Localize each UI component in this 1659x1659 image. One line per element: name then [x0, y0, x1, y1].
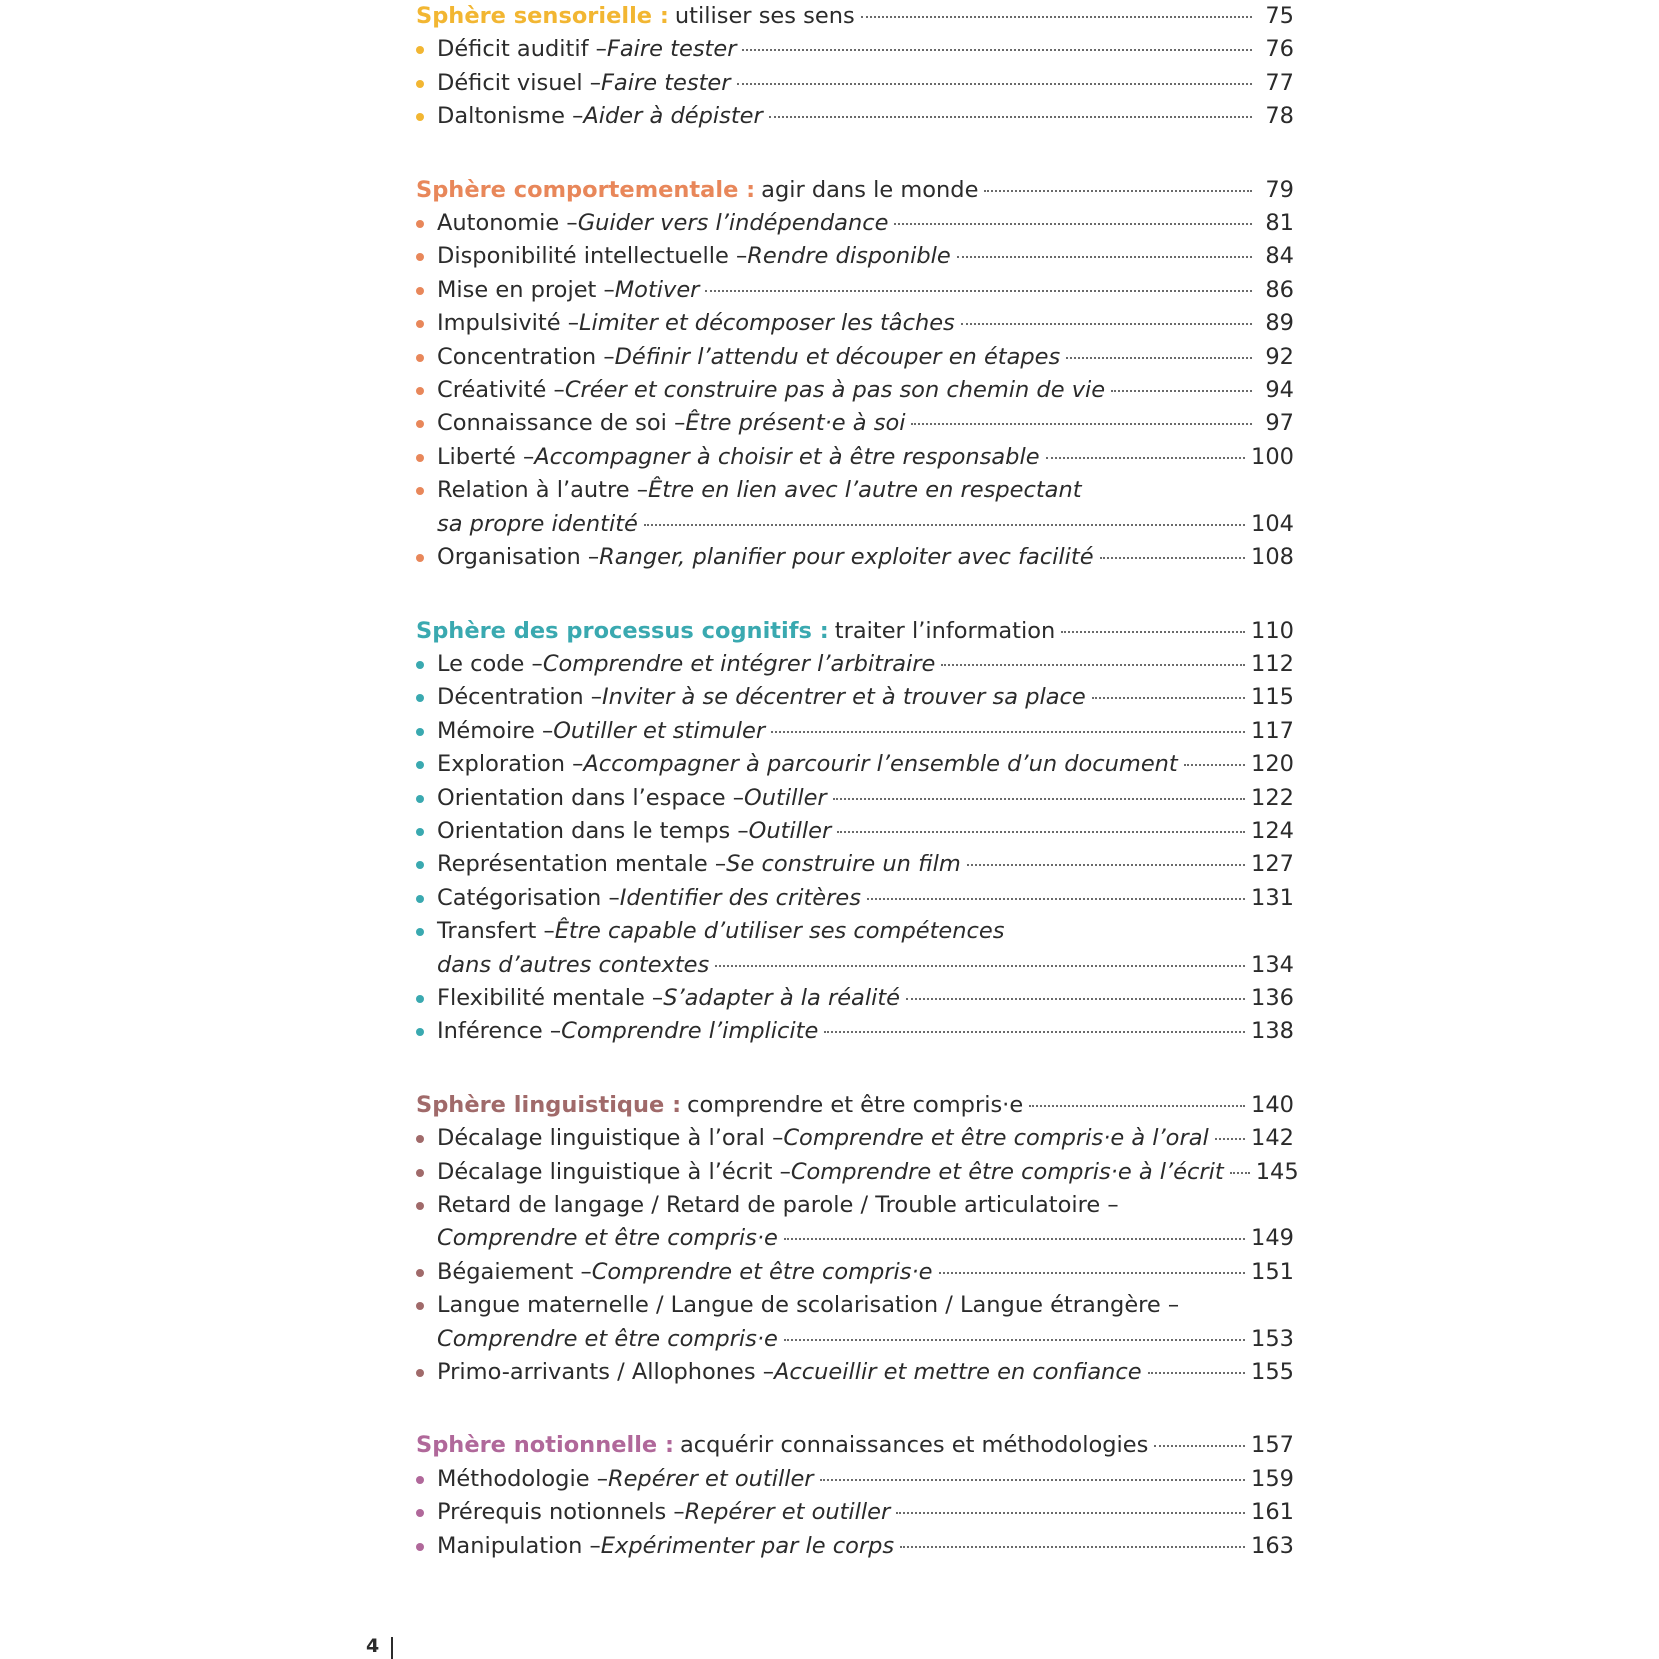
- entry-action: Ranger, planifier pour exploiter avec facilité: [599, 544, 1094, 571]
- entry-action: Comprendre et être compris·e: [437, 1225, 778, 1252]
- toc-entry[interactable]: [416, 541, 1294, 574]
- page-number-entry: 108: [1251, 544, 1294, 571]
- bullet-dot-icon: [416, 463, 437, 464]
- toc-entry[interactable]: [416, 1189, 1294, 1222]
- entry-action: Motiver: [614, 276, 700, 303]
- page-number-entry: 115: [1251, 684, 1294, 711]
- page-number-entry: 84: [1265, 243, 1294, 270]
- bullet-dot-icon: [416, 363, 437, 364]
- page-number-entry: 136: [1251, 984, 1294, 1011]
- section-heading-entry[interactable]: [416, 1429, 1294, 1462]
- bullet-dot-icon: [416, 1378, 437, 1379]
- dot-leader: [833, 797, 1245, 800]
- page-number-entry: 79: [1265, 176, 1294, 203]
- dot-leader: [1061, 630, 1245, 633]
- toc-entry[interactable]: [416, 1122, 1294, 1155]
- page-number-entry: 78: [1265, 103, 1294, 130]
- dot-leader: [1066, 356, 1252, 359]
- toc-section: [416, 1089, 1299, 1390]
- entry-action: S’adapter à la réalité: [663, 984, 901, 1011]
- entry-title: Mise en projet –: [437, 276, 615, 303]
- entry-action: Inviter à se décentrer et à trouver sa place: [602, 684, 1086, 711]
- section-subtitle: agir dans le monde: [761, 176, 979, 203]
- section-subtitle: comprendre et être compris·e: [687, 1091, 1024, 1118]
- bullet-dot-icon: [416, 262, 437, 263]
- section-subtitle: utiliser ses sens: [674, 3, 855, 29]
- dot-leader: [715, 964, 1245, 967]
- bullet-dot-icon: [416, 904, 437, 905]
- bullet-dot-icon: [416, 703, 437, 704]
- page-number-entry: 120: [1251, 751, 1294, 778]
- dot-leader: [737, 82, 1252, 85]
- bullet-dot-icon: [416, 770, 437, 771]
- entry-action: Être présent·e à soi: [685, 410, 906, 437]
- entry-action: Rendre disponible: [747, 243, 951, 270]
- section-heading: Sphère sensorielle :: [416, 3, 669, 29]
- entry-action: Être capable d’utiliser ses compétences: [554, 918, 1005, 945]
- toc-entry[interactable]: [416, 915, 1294, 948]
- dot-leader: [941, 663, 1245, 666]
- entry-title: Décalage linguistique à l’oral –: [437, 1125, 784, 1152]
- bullet-dot-icon: [416, 563, 437, 564]
- entry-title: Organisation –: [437, 544, 600, 571]
- entry-title: Mémoire –: [437, 717, 554, 744]
- dot-leader: [906, 997, 1245, 1000]
- entry-title: Prérequis notionnels –: [437, 1499, 685, 1526]
- page-number-entry: 124: [1251, 817, 1294, 844]
- entry-action: Outiller et stimuler: [553, 717, 766, 744]
- section-heading-entry[interactable]: [416, 0, 1294, 33]
- bullet-dot-icon: [416, 1485, 437, 1486]
- page-number-entry: 138: [1251, 1018, 1294, 1045]
- entry-action: Comprendre l’implicite: [561, 1018, 819, 1045]
- entry-action: Faire tester: [606, 36, 737, 63]
- entry-title: Connaissance de soi –: [437, 410, 686, 437]
- entry-action: Outiller: [748, 817, 832, 844]
- page-number-entry: 134: [1251, 951, 1294, 978]
- dot-leader: [742, 48, 1252, 51]
- section-heading: Sphère notionnelle :: [416, 1432, 674, 1459]
- page-number-entry: 149: [1251, 1225, 1294, 1252]
- dot-leader: [957, 255, 1252, 258]
- toc-section: [416, 174, 1294, 575]
- toc-entry[interactable]: [416, 67, 1294, 100]
- bullet-dot-icon: [416, 396, 437, 397]
- entry-title: Déficit auditif –: [437, 36, 607, 63]
- dot-leader: [867, 897, 1245, 900]
- entry-action: Comprendre et être compris·e: [591, 1258, 933, 1285]
- toc-entry[interactable]: [416, 1530, 1294, 1563]
- entry-action: Expérimenter par le corps: [600, 1532, 895, 1559]
- section-heading-entry[interactable]: [416, 174, 1294, 207]
- section-heading-entry[interactable]: [416, 1089, 1294, 1122]
- toc-entry[interactable]: [416, 441, 1294, 474]
- entry-action: Créer et construire pas à pas son chemin de vie: [564, 377, 1106, 404]
- dot-leader: [939, 1271, 1246, 1274]
- toc-entry[interactable]: [416, 100, 1294, 133]
- entry-title: Langue maternelle / Langue de scolarisation / Langue étrangère –: [437, 1292, 1180, 1319]
- entry-action: Accompagner à choisir et à être responsable: [534, 443, 1040, 470]
- dot-leader: [769, 115, 1252, 118]
- entry-title: Décentration –: [437, 684, 603, 711]
- entry-title: Catégorisation –: [437, 884, 620, 911]
- dot-leader: [894, 222, 1252, 225]
- toc-entry[interactable]: [416, 1463, 1294, 1496]
- page-number-entry: 127: [1251, 851, 1294, 878]
- toc-entry[interactable]: [416, 33, 1294, 66]
- toc-entry[interactable]: [416, 982, 1294, 1015]
- dot-leader: [1111, 389, 1252, 392]
- section-heading: Sphère linguistique :: [416, 1091, 682, 1118]
- dot-leader: [1046, 456, 1245, 459]
- toc-entry[interactable]: [416, 648, 1294, 681]
- dot-leader: [984, 189, 1252, 192]
- bullet-dot-icon: [416, 1037, 437, 1038]
- entry-title: Impulsivité –: [437, 310, 579, 337]
- entry-action: Outiller: [744, 784, 827, 811]
- toc-section: [416, 0, 1294, 134]
- toc-entry[interactable]: [416, 715, 1294, 748]
- toc-entry[interactable]: [416, 207, 1294, 240]
- entry-title: Flexibilité mentale –: [437, 984, 664, 1011]
- dot-leader: [1100, 556, 1246, 559]
- entry-action: dans d’autres contextes: [437, 951, 710, 978]
- page-number-entry: 97: [1265, 410, 1294, 437]
- dot-leader: [1215, 1137, 1245, 1140]
- page-number-entry: 163: [1251, 1532, 1294, 1559]
- dot-leader: [824, 1030, 1245, 1033]
- dot-leader: [961, 322, 1252, 325]
- page-number-entry: 76: [1265, 36, 1294, 63]
- entry-action: Accompagner à parcourir l’ensemble d’un document: [583, 751, 1178, 778]
- dot-leader: [967, 863, 1245, 866]
- bullet-dot-icon: [416, 737, 437, 738]
- toc-section: [416, 615, 1294, 1049]
- section-heading: Sphère comportementale :: [416, 176, 756, 203]
- page-number-entry: 75: [1265, 3, 1294, 29]
- bullet-dot-icon: [416, 496, 437, 497]
- toc-entry[interactable]: [416, 407, 1294, 440]
- bullet-dot-icon: [416, 1552, 437, 1553]
- page-number-entry: 89: [1265, 310, 1294, 337]
- bullet-dot-icon: [416, 229, 437, 230]
- entry-title: Autonomie –: [437, 210, 578, 237]
- folio-divider: [391, 1637, 393, 1659]
- page-number: 4: [366, 1635, 380, 1657]
- dot-leader: [820, 1478, 1245, 1481]
- entry-action: Aider à dépister: [583, 103, 763, 130]
- bullet-dot-icon: [416, 870, 437, 871]
- toc-entry[interactable]: [416, 681, 1294, 714]
- page-number-entry: 122: [1251, 784, 1294, 811]
- toc-entry-continuation[interactable]: [416, 508, 1294, 541]
- entry-title: Exploration –: [437, 751, 584, 778]
- entry-title: Bégaiement –: [437, 1258, 592, 1285]
- bullet-dot-icon: [416, 1144, 437, 1145]
- entry-action: Comprendre et être compris·e à l’écrit: [790, 1158, 1224, 1185]
- toc-entry[interactable]: [416, 307, 1294, 340]
- section-subtitle: acquérir connaissances et méthodologies: [680, 1432, 1149, 1459]
- entry-title: Concentration –: [437, 343, 615, 370]
- bullet-dot-icon: [416, 55, 437, 56]
- toc-entry[interactable]: [416, 848, 1294, 881]
- dot-leader: [1029, 1104, 1245, 1107]
- bullet-dot-icon: [416, 122, 437, 123]
- page-number-entry: 117: [1251, 717, 1294, 744]
- entry-action: Définir l’attendu et découper en étapes: [614, 343, 1061, 370]
- entry-action: Accueillir et mettre en confiance: [774, 1359, 1142, 1386]
- section-subtitle: traiter l’information: [834, 617, 1056, 644]
- entry-title: Créativité –: [437, 377, 565, 404]
- dot-leader: [784, 1338, 1245, 1341]
- dot-leader: [644, 523, 1245, 526]
- entry-action: Comprendre et être compris·e à l’oral: [783, 1125, 1209, 1152]
- page-number-entry: 110: [1251, 617, 1294, 644]
- toc-entry[interactable]: [416, 374, 1294, 407]
- page-number-entry: 157: [1251, 1432, 1294, 1459]
- dot-leader: [1184, 763, 1245, 766]
- dot-leader: [784, 1237, 1245, 1240]
- page-number-entry: 131: [1251, 884, 1294, 911]
- bullet-dot-icon: [416, 1004, 437, 1005]
- toc-entry[interactable]: [416, 1289, 1294, 1322]
- toc-entry[interactable]: [416, 474, 1294, 507]
- entry-title: Transfert –: [437, 918, 555, 945]
- toc-entry[interactable]: [416, 274, 1294, 307]
- entry-action: Être en lien avec l’autre en respectant: [647, 477, 1082, 504]
- entry-title: Retard de langage / Retard de parole / Trouble articulatoire –: [437, 1192, 1119, 1218]
- entry-title: Disponibilité intellectuelle –: [437, 243, 748, 270]
- toc-entry[interactable]: [416, 1015, 1294, 1048]
- bullet-dot-icon: [416, 1311, 437, 1312]
- toc-entry[interactable]: [416, 1356, 1294, 1389]
- toc-entry[interactable]: [416, 782, 1294, 815]
- entry-title: Primo-arrivants / Allophones –: [437, 1359, 775, 1386]
- bullet-dot-icon: [416, 296, 437, 297]
- entry-action: Repérer et outiller: [684, 1499, 891, 1526]
- dot-leader: [911, 422, 1252, 425]
- toc-entry[interactable]: [416, 1156, 1299, 1189]
- bullet-dot-icon: [416, 1178, 437, 1179]
- entry-title: Daltonisme –: [437, 103, 584, 130]
- table-of-contents: [416, 0, 1299, 1603]
- entry-action: Faire tester: [600, 69, 731, 96]
- page-number-entry: 81: [1265, 210, 1294, 237]
- page-number-entry: 100: [1251, 443, 1294, 470]
- page-number-entry: 104: [1251, 510, 1294, 537]
- entry-title: Orientation dans le temps –: [437, 817, 749, 844]
- toc-entry[interactable]: [416, 815, 1294, 848]
- page-number-entry: 142: [1251, 1125, 1294, 1152]
- entry-title: Orientation dans l’espace –: [437, 784, 745, 811]
- dot-leader: [896, 1511, 1245, 1514]
- page-number-entry: 151: [1251, 1258, 1294, 1285]
- bullet-dot-icon: [416, 804, 437, 805]
- bullet-dot-icon: [416, 670, 437, 671]
- dot-leader: [1154, 1444, 1245, 1447]
- dot-leader: [771, 730, 1245, 733]
- toc-entry-continuation[interactable]: [416, 949, 1294, 982]
- dot-leader: [1230, 1171, 1250, 1174]
- bullet-dot-icon: [416, 937, 437, 938]
- page-number-entry: 77: [1265, 69, 1294, 96]
- toc-entry[interactable]: [416, 240, 1294, 273]
- page-number-entry: 140: [1251, 1091, 1294, 1118]
- toc-entry[interactable]: [416, 1496, 1294, 1529]
- bullet-dot-icon: [416, 89, 437, 90]
- entry-action: Guider vers l’indépendance: [577, 210, 889, 237]
- bullet-dot-icon: [416, 837, 437, 838]
- dot-leader: [837, 830, 1245, 833]
- entry-title: Déficit visuel –: [437, 69, 601, 96]
- entry-action: Se construire un film: [726, 851, 961, 878]
- dot-leader: [1092, 696, 1245, 699]
- dot-leader: [1148, 1371, 1245, 1374]
- entry-action: Comprendre et être compris·e: [437, 1325, 778, 1352]
- toc-entry[interactable]: [416, 341, 1294, 374]
- page-number-entry: 145: [1255, 1158, 1299, 1185]
- bullet-dot-icon: [416, 1518, 437, 1519]
- bullet-dot-icon: [416, 1278, 437, 1279]
- page-number-entry: 159: [1251, 1465, 1294, 1492]
- toc-entry[interactable]: [416, 748, 1294, 781]
- entry-title: Inférence –: [437, 1018, 562, 1045]
- dot-leader: [900, 1545, 1245, 1548]
- page-number-entry: 161: [1251, 1499, 1294, 1526]
- entry-title: Liberté –: [437, 443, 535, 470]
- toc-entry-continuation[interactable]: [416, 1323, 1294, 1356]
- entry-action: Identifier des critères: [619, 884, 861, 911]
- entry-action: Limiter et décomposer les tâches: [578, 310, 955, 337]
- entry-title: Méthodologie –: [437, 1465, 608, 1492]
- entry-title: Le code –: [437, 650, 543, 677]
- toc-entry[interactable]: [416, 882, 1294, 915]
- entry-action: Comprendre et intégrer l’arbitraire: [542, 650, 936, 677]
- entry-action: Repérer et outiller: [607, 1465, 814, 1492]
- dot-leader: [705, 289, 1252, 292]
- page-number-entry: 86: [1265, 276, 1294, 303]
- page-number-entry: 112: [1251, 650, 1294, 677]
- page-number-entry: 94: [1265, 377, 1294, 404]
- page-number-entry: 92: [1265, 343, 1294, 370]
- dot-leader: [861, 15, 1252, 18]
- bullet-dot-icon: [416, 1211, 437, 1212]
- entry-action: sa propre identité: [437, 510, 638, 537]
- entry-title: Manipulation –: [437, 1532, 601, 1559]
- page-number-entry: 153: [1251, 1325, 1294, 1352]
- page-number-entry: 155: [1251, 1359, 1294, 1386]
- toc-section: [416, 1429, 1294, 1563]
- toc-entry[interactable]: [416, 1256, 1294, 1289]
- section-heading: Sphère des processus cognitifs :: [416, 617, 829, 644]
- entry-title: Décalage linguistique à l’écrit –: [437, 1158, 791, 1185]
- bullet-dot-icon: [416, 429, 437, 430]
- entry-title: Représentation mentale –: [437, 851, 727, 878]
- entry-title: Relation à l’autre –: [437, 477, 648, 504]
- toc-entry-continuation[interactable]: [416, 1222, 1294, 1255]
- bullet-dot-icon: [416, 329, 437, 330]
- section-heading-entry[interactable]: [416, 615, 1294, 648]
